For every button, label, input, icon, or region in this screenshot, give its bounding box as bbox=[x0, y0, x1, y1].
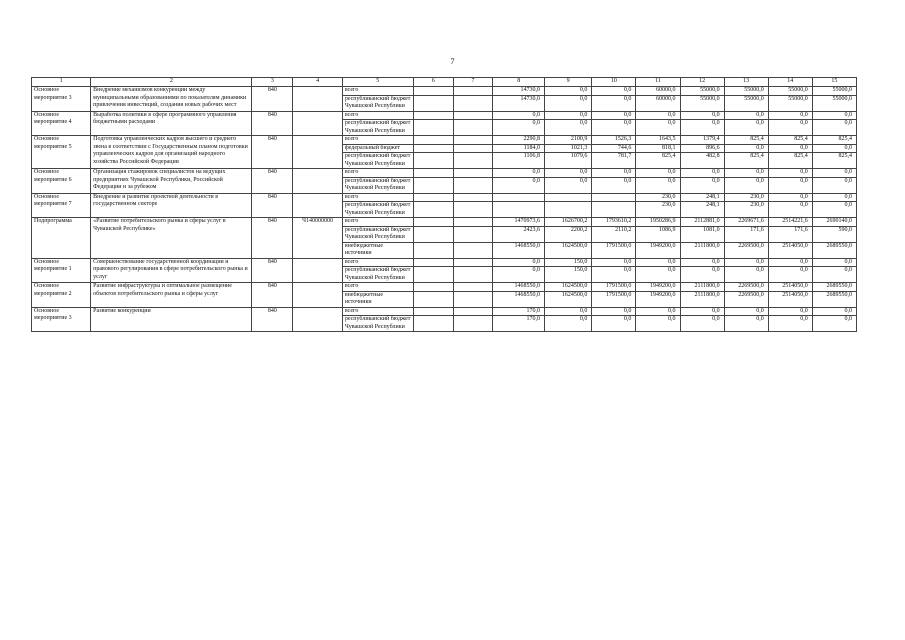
amount-cell: 55000,0 bbox=[680, 87, 724, 96]
program-code bbox=[293, 258, 342, 283]
amount-cell bbox=[453, 193, 493, 202]
amount-cell: 0,0 bbox=[680, 111, 724, 120]
amount-cell: 2111800,0 bbox=[680, 291, 724, 307]
amount-cell: 896,6 bbox=[680, 144, 724, 153]
amount-cell: 0,0 bbox=[636, 111, 680, 120]
funding-source: республиканский бюджет Чувашской Республики bbox=[342, 153, 413, 169]
amount-cell: 0,0 bbox=[592, 267, 636, 283]
amount-cell bbox=[413, 307, 453, 316]
table-row bbox=[32, 87, 857, 96]
amount-cell: 0,0 bbox=[636, 258, 680, 267]
amount-cell: 1791500,0 bbox=[592, 242, 636, 258]
program-code bbox=[293, 136, 342, 169]
amount-cell bbox=[453, 226, 493, 242]
amount-cell: 0,0 bbox=[592, 177, 636, 193]
amount-cell: 1526,3 bbox=[592, 136, 636, 145]
measure-name: Внедрение механизмов конкуренции между муниципальными образованиями по показателям динамики привлечения инвестиций, создания новых рабочих мест bbox=[91, 87, 252, 112]
funding-source: всего bbox=[342, 258, 413, 267]
amount-cell: 744,6 bbox=[592, 144, 636, 153]
table-row bbox=[32, 136, 857, 145]
amount-cell: 0,0 bbox=[493, 111, 545, 120]
amount-cell: 590,0 bbox=[812, 226, 856, 242]
amount-cell: 171,6 bbox=[724, 226, 768, 242]
amount-cell: 825,4 bbox=[812, 136, 856, 145]
measure-type: Основное мероприятие 2 bbox=[32, 283, 91, 308]
funding-source: республиканский бюджет Чувашской Республики bbox=[342, 316, 413, 332]
funding-source: всего bbox=[342, 218, 413, 227]
amount-cell: 0,0 bbox=[545, 169, 592, 178]
amount-cell: 2689550,0 bbox=[812, 291, 856, 307]
amount-cell: 2514050,0 bbox=[768, 291, 812, 307]
amount-cell: 0,0 bbox=[724, 120, 768, 136]
measure-type: Основное мероприятие 3 bbox=[32, 87, 91, 112]
amount-cell: 825,4 bbox=[768, 153, 812, 169]
amount-cell: 0,0 bbox=[545, 95, 592, 111]
amount-cell bbox=[413, 95, 453, 111]
amount-cell: 1624500,0 bbox=[545, 283, 592, 292]
amount-cell: 2290,8 bbox=[493, 136, 545, 145]
amount-cell: 1950286,9 bbox=[636, 218, 680, 227]
amount-cell: 0,0 bbox=[545, 120, 592, 136]
amount-cell: 55000,0 bbox=[680, 95, 724, 111]
amount-cell: 0,0 bbox=[812, 177, 856, 193]
measure-name: Развитие конкуренции bbox=[91, 307, 252, 332]
amount-cell: 0,0 bbox=[592, 316, 636, 332]
amount-cell: 2269500,0 bbox=[724, 283, 768, 292]
amount-cell bbox=[413, 120, 453, 136]
amount-cell: 0,0 bbox=[768, 144, 812, 153]
measure-name: Подготовка управленческих кадров высшего и среднего звена в соответствии с Государственным планом подготовки управленческих кадров для организаций народного хозяйства Российской Федерации bbox=[91, 136, 252, 169]
amount-cell: 150,0 bbox=[545, 267, 592, 283]
amount-cell: 1470973,6 bbox=[493, 218, 545, 227]
amount-cell bbox=[453, 153, 493, 169]
amount-cell: 55000,0 bbox=[724, 95, 768, 111]
measure-name: Внедрение и развитие проектной деятельности в государственном секторе bbox=[91, 193, 252, 218]
amount-cell: 0,0 bbox=[768, 307, 812, 316]
amount-cell: 1106,8 bbox=[493, 153, 545, 169]
amount-cell: 14730,0 bbox=[493, 87, 545, 96]
funding-source: внебюджетные источники bbox=[342, 242, 413, 258]
measure-name: «Развитие потребительского рынка и сферы услуг в Чувашской Республике» bbox=[91, 218, 252, 259]
amount-cell: 2111800,0 bbox=[680, 242, 724, 258]
amount-cell bbox=[413, 283, 453, 292]
amount-cell: 0,0 bbox=[768, 177, 812, 193]
measure-name: Развитие инфраструктуры и оптимальное размещение объектов потребительского рынка и сферы услуг bbox=[91, 283, 252, 308]
funding-source: всего bbox=[342, 111, 413, 120]
amount-cell bbox=[453, 316, 493, 332]
amount-cell: 0,0 bbox=[812, 169, 856, 178]
amount-cell: 2269500,0 bbox=[724, 242, 768, 258]
amount-cell: 0,0 bbox=[545, 111, 592, 120]
amount-cell: 0,0 bbox=[768, 316, 812, 332]
amount-cell: 1791500,0 bbox=[592, 291, 636, 307]
table-row bbox=[32, 283, 857, 292]
amount-cell: 1468550,0 bbox=[493, 283, 545, 292]
amount-cell: 1021,3 bbox=[545, 144, 592, 153]
amount-cell bbox=[453, 218, 493, 227]
funding-source: внебюджетные источники bbox=[342, 291, 413, 307]
grbs-code: 840 bbox=[252, 258, 293, 283]
amount-cell bbox=[453, 95, 493, 111]
amount-cell bbox=[453, 87, 493, 96]
amount-cell bbox=[453, 144, 493, 153]
amount-cell: 1468550,0 bbox=[493, 242, 545, 258]
amount-cell: 2200,2 bbox=[545, 226, 592, 242]
col-header: 11 bbox=[636, 78, 680, 87]
amount-cell: 0,0 bbox=[636, 169, 680, 178]
amount-cell: 0,0 bbox=[812, 316, 856, 332]
program-code bbox=[293, 87, 342, 112]
measure-type: Основное мероприятие 4 bbox=[32, 111, 91, 136]
amount-cell bbox=[545, 193, 592, 202]
amount-cell bbox=[545, 202, 592, 218]
col-header: 1 bbox=[32, 78, 91, 87]
amount-cell: 0,0 bbox=[680, 316, 724, 332]
program-code bbox=[293, 283, 342, 308]
amount-cell bbox=[453, 307, 493, 316]
amount-cell: 0,0 bbox=[636, 120, 680, 136]
amount-cell bbox=[592, 202, 636, 218]
amount-cell: 1949200,0 bbox=[636, 283, 680, 292]
amount-cell: 0,0 bbox=[636, 177, 680, 193]
measure-name: Выработка политики в сфере программного управления бюджетными расходами bbox=[91, 111, 252, 136]
table-row bbox=[32, 218, 857, 227]
col-header: 14 bbox=[768, 78, 812, 87]
amount-cell: 1626700,2 bbox=[545, 218, 592, 227]
amount-cell: 0,0 bbox=[592, 95, 636, 111]
amount-cell: 1624500,0 bbox=[545, 242, 592, 258]
grbs-code: 840 bbox=[252, 283, 293, 308]
amount-cell: 0,0 bbox=[592, 258, 636, 267]
amount-cell: 825,4 bbox=[724, 153, 768, 169]
amount-cell: 1184,0 bbox=[493, 144, 545, 153]
amount-cell bbox=[592, 193, 636, 202]
funding-source: всего bbox=[342, 87, 413, 96]
col-header: 3 bbox=[252, 78, 293, 87]
amount-cell: 0,0 bbox=[812, 144, 856, 153]
measure-type: Основное мероприятие 6 bbox=[32, 169, 91, 194]
amount-cell: 2689550,0 bbox=[812, 283, 856, 292]
column-number-row bbox=[32, 78, 857, 87]
amount-cell: 0,0 bbox=[493, 177, 545, 193]
amount-cell: 0,0 bbox=[592, 87, 636, 96]
funding-source: республиканский бюджет Чувашской Республики bbox=[342, 120, 413, 136]
funding-source: республиканский бюджет Чувашской Республики bbox=[342, 95, 413, 111]
amount-cell: 2269671,6 bbox=[724, 218, 768, 227]
amount-cell: 0,0 bbox=[545, 177, 592, 193]
amount-cell bbox=[453, 120, 493, 136]
amount-cell: 0,0 bbox=[812, 267, 856, 283]
amount-cell: 825,4 bbox=[812, 153, 856, 169]
amount-cell: 0,0 bbox=[768, 267, 812, 283]
amount-cell bbox=[413, 111, 453, 120]
col-header: 8 bbox=[493, 78, 545, 87]
funding-source: федеральный бюджет bbox=[342, 144, 413, 153]
amount-cell: 0,0 bbox=[545, 307, 592, 316]
amount-cell: 60000,0 bbox=[636, 95, 680, 111]
amount-cell bbox=[413, 258, 453, 267]
table-row bbox=[32, 258, 857, 267]
amount-cell: 0,0 bbox=[592, 307, 636, 316]
amount-cell: 2100,9 bbox=[545, 136, 592, 145]
amount-cell bbox=[413, 316, 453, 332]
amount-cell bbox=[453, 177, 493, 193]
amount-cell: 0,0 bbox=[636, 316, 680, 332]
measure-type: Основное мероприятие 5 bbox=[32, 136, 91, 169]
page-number: 7 bbox=[450, 57, 455, 66]
amount-cell: 150,0 bbox=[545, 258, 592, 267]
grbs-code: 840 bbox=[252, 169, 293, 194]
amount-cell bbox=[413, 193, 453, 202]
amount-cell bbox=[413, 169, 453, 178]
funding-source: всего bbox=[342, 169, 413, 178]
amount-cell: 55000,0 bbox=[768, 87, 812, 96]
amount-cell: 2689550,0 bbox=[812, 242, 856, 258]
amount-cell: 0,0 bbox=[768, 120, 812, 136]
col-header: 2 bbox=[91, 78, 252, 87]
amount-cell bbox=[453, 283, 493, 292]
amount-cell: 0,0 bbox=[724, 144, 768, 153]
program-code bbox=[293, 111, 342, 136]
amount-cell: 1949200,0 bbox=[636, 291, 680, 307]
amount-cell: 0,0 bbox=[812, 258, 856, 267]
amount-cell bbox=[413, 153, 453, 169]
amount-cell: 0,0 bbox=[636, 307, 680, 316]
amount-cell: 0,0 bbox=[768, 193, 812, 202]
amount-cell: 1643,5 bbox=[636, 136, 680, 145]
amount-cell: 0,0 bbox=[545, 87, 592, 96]
amount-cell: 2423,6 bbox=[493, 226, 545, 242]
amount-cell bbox=[413, 202, 453, 218]
amount-cell: 0,0 bbox=[592, 169, 636, 178]
measure-type: Подпрограмма bbox=[32, 218, 91, 259]
amount-cell: 0,0 bbox=[768, 169, 812, 178]
amount-cell: 230,0 bbox=[724, 193, 768, 202]
amount-cell: 0,0 bbox=[592, 111, 636, 120]
table-row bbox=[32, 111, 857, 120]
amount-cell: 0,0 bbox=[812, 193, 856, 202]
funding-source: республиканский бюджет Чувашской Республики bbox=[342, 267, 413, 283]
amount-cell: 0,0 bbox=[724, 307, 768, 316]
amount-cell: 1086,9 bbox=[636, 226, 680, 242]
amount-cell: 1468550,0 bbox=[493, 291, 545, 307]
program-code: Ч140000000 bbox=[293, 218, 342, 259]
amount-cell bbox=[453, 111, 493, 120]
amount-cell: 1791500,0 bbox=[592, 283, 636, 292]
amount-cell: 2269500,0 bbox=[724, 291, 768, 307]
col-header: 12 bbox=[680, 78, 724, 87]
funding-source: всего bbox=[342, 307, 413, 316]
amount-cell: 825,4 bbox=[636, 153, 680, 169]
amount-cell: 0,0 bbox=[812, 111, 856, 120]
amount-cell: 2690140,0 bbox=[812, 218, 856, 227]
amount-cell bbox=[453, 258, 493, 267]
col-header: 9 bbox=[545, 78, 592, 87]
table-row bbox=[32, 169, 857, 178]
amount-cell: 825,4 bbox=[768, 136, 812, 145]
amount-cell bbox=[413, 177, 453, 193]
amount-cell: 0,0 bbox=[724, 258, 768, 267]
amount-cell: 1793610,2 bbox=[592, 218, 636, 227]
funding-source: всего bbox=[342, 193, 413, 202]
amount-cell bbox=[413, 291, 453, 307]
amount-cell: 0,0 bbox=[493, 267, 545, 283]
amount-cell bbox=[413, 144, 453, 153]
measure-type: Основное мероприятие 1 bbox=[32, 258, 91, 283]
amount-cell: 0,0 bbox=[724, 169, 768, 178]
amount-cell: 55000,0 bbox=[724, 87, 768, 96]
amount-cell: 0,0 bbox=[724, 316, 768, 332]
program-code bbox=[293, 169, 342, 194]
grbs-code: 840 bbox=[252, 218, 293, 259]
measure-name: Организация стажировок специалистов на ведущих предприятиях Чувашской Республики, Российской Федерации и за рубежом bbox=[91, 169, 252, 194]
amount-cell: 0,0 bbox=[545, 316, 592, 332]
amount-cell bbox=[453, 202, 493, 218]
amount-cell: 1079,6 bbox=[545, 153, 592, 169]
amount-cell: 0,0 bbox=[680, 307, 724, 316]
amount-cell: 0,0 bbox=[493, 169, 545, 178]
amount-cell bbox=[453, 291, 493, 307]
amount-cell: 248,1 bbox=[680, 202, 724, 218]
measure-type: Основное мероприятие 3 bbox=[32, 307, 91, 332]
amount-cell: 60000,0 bbox=[636, 87, 680, 96]
funding-source: всего bbox=[342, 283, 413, 292]
grbs-code: 840 bbox=[252, 136, 293, 169]
amount-cell: 2110,2 bbox=[592, 226, 636, 242]
col-header: 5 bbox=[342, 78, 413, 87]
grbs-code: 840 bbox=[252, 111, 293, 136]
amount-cell: 55000,0 bbox=[812, 95, 856, 111]
funding-source: всего bbox=[342, 136, 413, 145]
amount-cell: 170,0 bbox=[493, 316, 545, 332]
table-row bbox=[32, 193, 857, 202]
amount-cell: 0,0 bbox=[724, 177, 768, 193]
amount-cell: 55000,0 bbox=[768, 95, 812, 111]
col-header: 15 bbox=[812, 78, 856, 87]
col-header: 4 bbox=[293, 78, 342, 87]
amount-cell: 230,0 bbox=[636, 193, 680, 202]
amount-cell: 0,0 bbox=[812, 202, 856, 218]
funding-source: республиканский бюджет Чувашской Республики bbox=[342, 202, 413, 218]
col-header: 10 bbox=[592, 78, 636, 87]
program-code bbox=[293, 193, 342, 218]
amount-cell bbox=[413, 218, 453, 227]
amount-cell bbox=[413, 242, 453, 258]
amount-cell: 248,1 bbox=[680, 193, 724, 202]
amount-cell: 1624500,0 bbox=[545, 291, 592, 307]
amount-cell: 170,0 bbox=[493, 307, 545, 316]
amount-cell: 14730,0 bbox=[493, 95, 545, 111]
grbs-code: 840 bbox=[252, 307, 293, 332]
amount-cell: 0,0 bbox=[768, 111, 812, 120]
amount-cell: 0,0 bbox=[812, 120, 856, 136]
col-header: 7 bbox=[453, 78, 493, 87]
amount-cell: 0,0 bbox=[680, 267, 724, 283]
amount-cell: 55000,0 bbox=[812, 87, 856, 96]
measure-name: Совершенствование государственной координации и правового регулирования в сфере потребительского рынка и услуг bbox=[91, 258, 252, 283]
amount-cell: 482,8 bbox=[680, 153, 724, 169]
measure-type: Основное мероприятие 7 bbox=[32, 193, 91, 218]
amount-cell bbox=[453, 136, 493, 145]
amount-cell bbox=[453, 169, 493, 178]
amount-cell: 1949200,0 bbox=[636, 242, 680, 258]
amount-cell: 1379,4 bbox=[680, 136, 724, 145]
funding-source: республиканский бюджет Чувашской Республики bbox=[342, 226, 413, 242]
amount-cell: 2112881,0 bbox=[680, 218, 724, 227]
funding-source: республиканский бюджет Чувашской Республики bbox=[342, 177, 413, 193]
amount-cell bbox=[493, 193, 545, 202]
amount-cell: 0,0 bbox=[724, 111, 768, 120]
program-code bbox=[293, 307, 342, 332]
amount-cell: 818,1 bbox=[636, 144, 680, 153]
col-header: 6 bbox=[413, 78, 453, 87]
amount-cell: 0,0 bbox=[724, 267, 768, 283]
amount-cell: 0,0 bbox=[636, 267, 680, 283]
amount-cell bbox=[453, 242, 493, 258]
amount-cell: 0,0 bbox=[493, 120, 545, 136]
budget-table bbox=[31, 77, 857, 332]
amount-cell: 2514221,6 bbox=[768, 218, 812, 227]
amount-cell: 0,0 bbox=[768, 202, 812, 218]
amount-cell bbox=[413, 267, 453, 283]
amount-cell: 1081,0 bbox=[680, 226, 724, 242]
amount-cell bbox=[413, 136, 453, 145]
amount-cell: 0,0 bbox=[493, 258, 545, 267]
amount-cell: 171,6 bbox=[768, 226, 812, 242]
amount-cell: 0,0 bbox=[592, 120, 636, 136]
col-header: 13 bbox=[724, 78, 768, 87]
table-row bbox=[32, 307, 857, 316]
amount-cell: 0,0 bbox=[768, 258, 812, 267]
amount-cell: 2514050,0 bbox=[768, 242, 812, 258]
amount-cell: 0,0 bbox=[680, 169, 724, 178]
amount-cell: 0,0 bbox=[812, 307, 856, 316]
amount-cell: 0,0 bbox=[680, 258, 724, 267]
amount-cell: 781,7 bbox=[592, 153, 636, 169]
amount-cell: 2514050,0 bbox=[768, 283, 812, 292]
amount-cell: 0,0 bbox=[680, 177, 724, 193]
amount-cell: 230,0 bbox=[724, 202, 768, 218]
amount-cell: 0,0 bbox=[680, 120, 724, 136]
amount-cell: 825,4 bbox=[724, 136, 768, 145]
amount-cell bbox=[453, 267, 493, 283]
grbs-code: 840 bbox=[252, 193, 293, 218]
amount-cell bbox=[413, 87, 453, 96]
amount-cell bbox=[493, 202, 545, 218]
amount-cell: 230,0 bbox=[636, 202, 680, 218]
grbs-code: 840 bbox=[252, 87, 293, 112]
amount-cell bbox=[413, 226, 453, 242]
amount-cell: 2111800,0 bbox=[680, 283, 724, 292]
